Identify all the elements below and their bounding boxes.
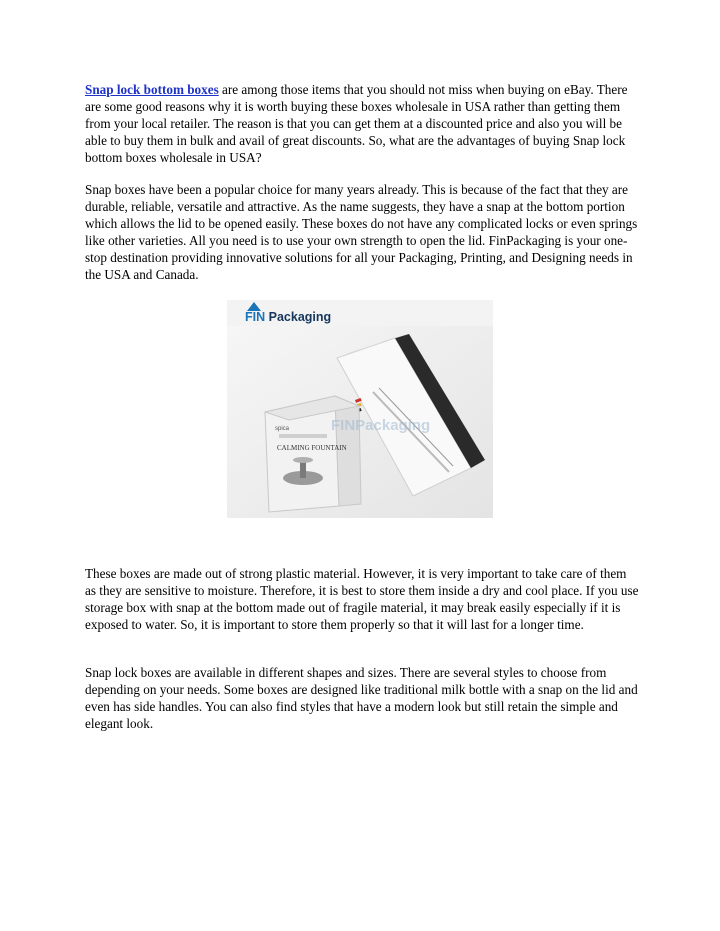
intro-paragraph xyxy=(85,81,640,166)
fin-packaging-logo: FIN Packaging xyxy=(245,310,331,324)
watermark: FINPackaging xyxy=(331,417,431,434)
snap-lock-bottom-boxes-link[interactable]: Snap lock bottom boxes xyxy=(85,82,219,97)
front-box-brand: spica xyxy=(275,426,290,432)
snap-boxes-paragraph: Snap boxes have been a popular choice for many years already. This is because of the fact that they are durable, reliable, versatile and attractive. As the name suggests, they have a snap at the bottom portion which allows the lid to be opened easily. These boxes do not have any complicated locks or even springs like other varieties. All you need is to use your own strength to open the lid. FinPackaging is your one-stop destination providing innovative solutions for all your Packaging, Printing, and Designing needs in the USA and Canada. xyxy=(85,182,638,282)
calming-fountain-box xyxy=(265,396,361,512)
product-boxes-illustration xyxy=(227,300,493,518)
shapes-and-sizes-paragraph: Snap lock boxes are available in different shapes and sizes. There are several styles to choose from depending on your needs. Some boxes are designed like traditional milk bottle with a snap on the lid and even has side handles. You can also find styles that have a modern look but still retain the simple and elegant look. xyxy=(85,665,638,731)
plastic-material-paragraph: These boxes are made out of strong plastic material. However, it is very important to take care of them as they are sensitive to moisture. Therefore, it is best to store them inside a dry and cool place. If you use storage box with snap at the bottom made out of fragile material, it may break easily especially if it is exposed to water. So, it is important to store them properly so that it will last for a longer time. xyxy=(85,566,639,632)
product-photo xyxy=(227,300,493,518)
front-box-title: CALMING FOUNTAIN xyxy=(277,444,347,452)
intro-paragraph-text: are among those items that you should not miss when buying on eBay. There are some good reasons why it is worth buying these boxes wholesale in USA rather than getting them from your local retailer. The reason is that you can get them at a discounted price and also you will be able to buy them in bulk and avail of great discounts. So, what are the advantages of buying Snap lock bottom boxes wholesale in USA? xyxy=(85,82,628,165)
